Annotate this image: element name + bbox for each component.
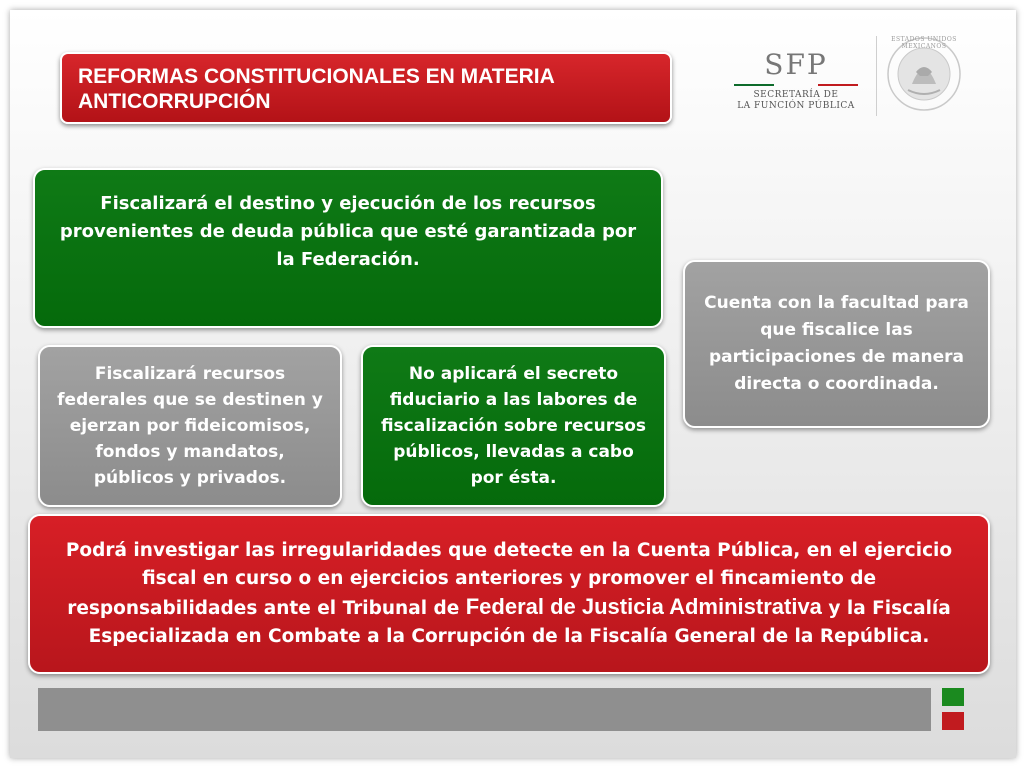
footer-red-square — [942, 712, 964, 730]
box-investigar-part-1: Podrá investigar las irregularidades que detecte en la Cuenta Pública, en el ejercicio fiscal en curso o en ejercicios anteriores y promover el fincamiento de responsabilidades ante el Tribunal de — [65, 540, 953, 619]
slide-title: REFORMAS CONSTITUCIONALES EN MATERIA ANTICORRUPCIÓN — [60, 52, 672, 124]
logo-line-1: SECRETARÍA DE — [753, 90, 839, 100]
logo-acronym: SFP — [764, 48, 828, 81]
box-participaciones — [683, 260, 990, 428]
box-deuda-publica — [33, 168, 663, 328]
box-secreto-fiduciario-text: No aplicará el secreto fiduciario a las labores de fiscalización sobre recursos públicos, llevadas a cabo por ésta. — [380, 364, 647, 488]
box-investigar-tribunal: Federal de Justicia Administrativa — [465, 594, 822, 619]
box-participaciones-text: Cuenta con la facultad para que fiscalice las participaciones de manera directa o coordinada. — [704, 293, 969, 394]
box-secreto-fiduciario — [361, 345, 666, 507]
box-fideicomisos — [38, 345, 342, 507]
sfp-logo — [726, 38, 876, 118]
footer-bar — [38, 688, 931, 731]
box-deuda-publica-text: Fiscalizará el destino y ejecución de los recursos provenientes de deuda pública que esté garantizada por la Federación. — [59, 193, 637, 270]
footer-green-square — [942, 688, 964, 706]
box-investigar-part-3: y la Fiscalía Especializada en Combate a la Corrupción de la Fiscalía General de la República. — [88, 598, 951, 647]
national-seal-icon — [884, 34, 964, 114]
logo-red-line — [818, 84, 858, 86]
box-investigar-irregularidades — [28, 514, 990, 674]
box-investigar-text — [44, 537, 974, 651]
logo-line-2: LA FUNCIÓN PÚBLICA — [737, 101, 855, 111]
logo-green-line — [734, 84, 774, 86]
seal-text: ESTADOS UNIDOS MEXICANOS — [891, 36, 957, 50]
logo-divider — [876, 36, 877, 116]
box-fideicomisos-text: Fiscalizará recursos federales que se destinen y ejerzan por fideicomisos, fondos y mandatos, públicos y privados. — [57, 364, 323, 488]
